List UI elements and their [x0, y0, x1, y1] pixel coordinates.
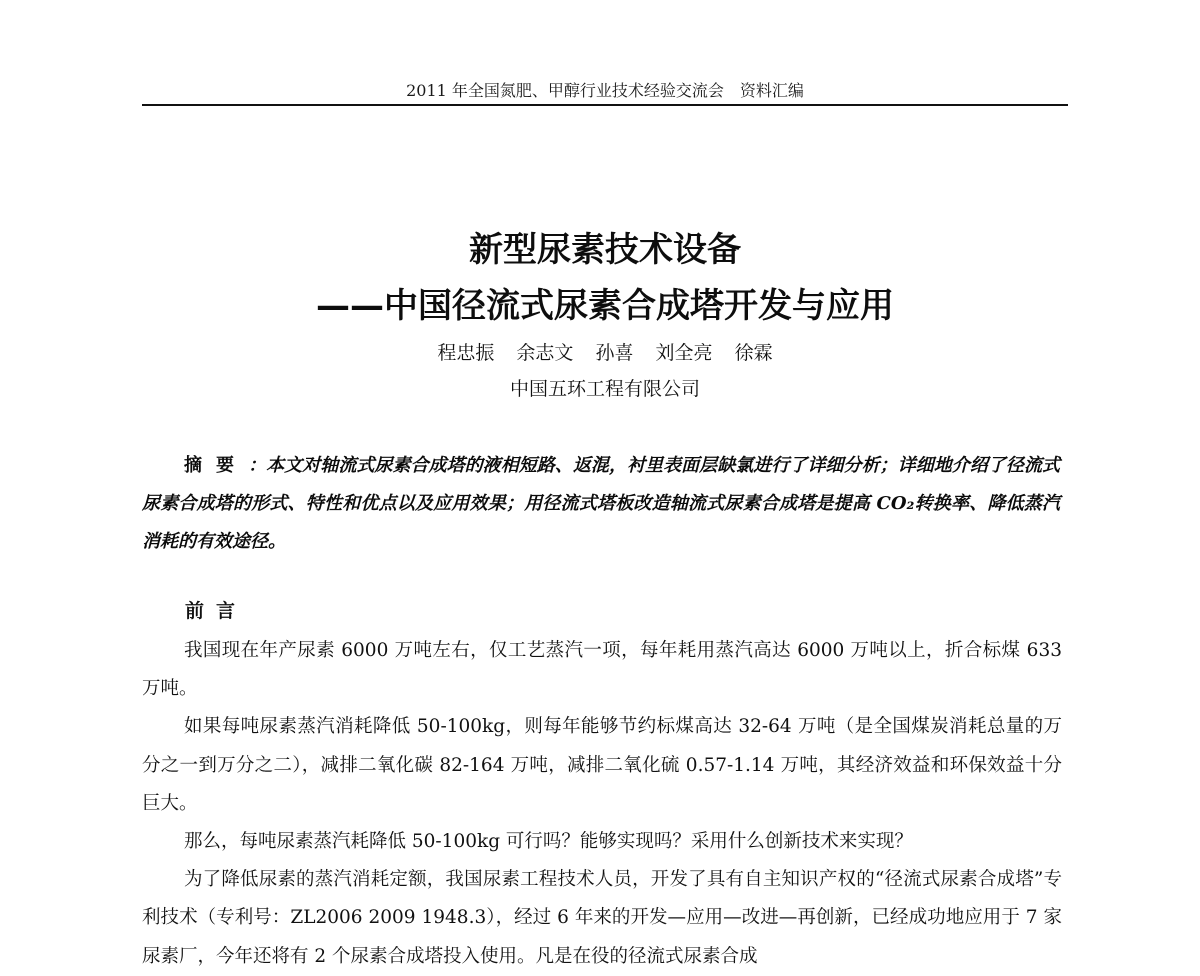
abstract-separator: ：: [248, 455, 267, 476]
author-name: 余志文: [516, 342, 574, 364]
abstract-block: [142, 447, 1060, 561]
author-name: 徐霖: [734, 342, 773, 364]
header-rule: [142, 104, 1068, 106]
article-subtitle: ——中国径流式尿素合成塔开发与应用: [316, 286, 894, 326]
body-paragraph: 那么，每吨尿素蒸汽耗降低 50-100kg 可行吗？能够实现吗？采用什么创新技术来实现？: [184, 831, 913, 853]
body-paragraph: 我国现在年产尿素 6000 万吨左右，仅工艺蒸汽一项，每年耗用蒸汽高达 6000 万吨以上，折合标煤 633 万吨。: [142, 640, 1062, 700]
body-text: [142, 632, 1062, 976]
body-paragraph: 如果每吨尿素蒸汽消耗降低 50-100kg，则每年能够节约标煤高达 32-64 万吨（是全国煤炭消耗总量的万分之一到万分之二），减排二氧化碳 82-164 万吨，减排二氧化硫 0.57-1.14 万吨，其经济效益和环保效益十分巨大。: [142, 716, 1062, 814]
author-list: [142, 338, 1068, 368]
author-name: 孙喜: [595, 342, 634, 364]
body-paragraph: 为了降低尿素的蒸汽消耗定额，我国尿素工程技术人员，开发了具有自主知识产权的“径流式尿素合成塔”专利技术（专利号：ZL2006 2009 1948.3），经过 6 年来的开发—应用—改进—再创新，已经成功地应用于 7 家尿素厂，今年还将有 2 个尿素合成塔投入使用。凡是在役的径流式尿素合成: [142, 869, 1062, 967]
author-affiliation: 中国五环工程有限公司: [509, 378, 700, 400]
abstract-text: 本文对轴流式尿素合成塔的液相短路、返混，衬里表面层缺氯进行了详细分析；详细地介绍了径流式尿素合成塔的形式、特性和优点以及应用效果；用径流式塔板改造轴流式尿素合成塔是提高 CO₂转换率、降低蒸汽消耗的有效途径。: [142, 455, 1061, 552]
running-header: 2011 年全国氮肥、甲醇行业技术经验交流会 资料汇编: [406, 81, 804, 100]
abstract-label: 摘要: [184, 455, 249, 476]
author-name: 程忠振: [437, 342, 495, 364]
article-title: 新型尿素技术设备: [469, 230, 741, 270]
author-name: 刘全亮: [655, 342, 713, 364]
section-heading: 前言: [185, 600, 248, 622]
